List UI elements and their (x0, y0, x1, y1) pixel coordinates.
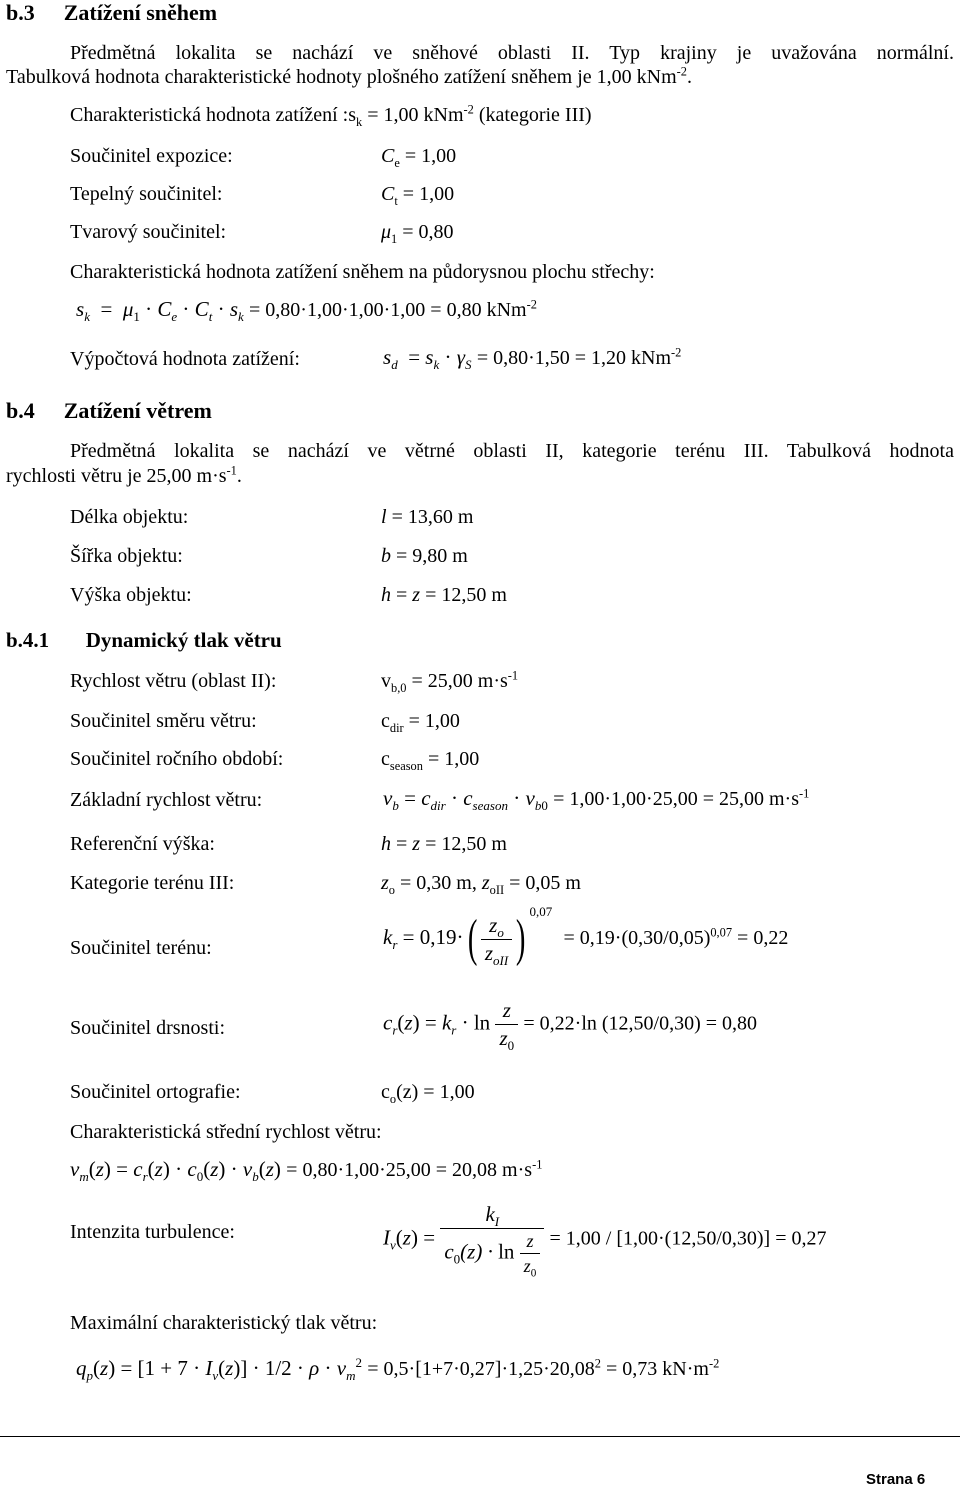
footer-divider (0, 1436, 960, 1437)
roof-load-label: Charakteristická hodnota zatížení sněhem na půdorysnou plochu střechy: (70, 261, 655, 283)
turbulence-label: Intenzita turbulence: (70, 1221, 235, 1243)
section-number: b.3 (6, 0, 35, 25)
basic-speed-label: Základní rychlost větru: (70, 789, 263, 811)
thermal-value: $C_t = 1,00$ (381, 183, 455, 208)
peak-pressure-formula: $q_p(z) = [1 + 7 \cdot I_v(z)] \cdot 1/2 \cdot \rho \cdot v_m^2 = 0,5\cdot[1+7\cdot 0,27]\cdot 1,25\cdot 20,08^2 = 0,73$ $kN\cdot m^{-2}$ (76, 1355, 720, 1384)
design-load-formula: $s_d = s_k \cdot \gamma_S = 0,80\cdot 1,50 = 1,20$ kNm$^{-2}$ (383, 345, 682, 373)
length-label: Délka objektu: (70, 506, 189, 528)
section-title: Dynamický tlak větru (85, 628, 282, 652)
snow-intro-line-1: Předmětná lokalita se nachází ve sněhové oblasti II. Typ krajiny je uvažována normální. (70, 42, 954, 64)
mean-speed-formula: $v_m(z) = c_r(z) \cdot c_0(z) \cdot v_b(z) = 0,80\cdot 1,00\cdot 25,00 = 20,08$ $m\cdot s^{-1}$ (70, 1157, 543, 1185)
exposure-label: Součinitel expozice: (70, 145, 233, 167)
snow-load-formula: $s_k = \mu_1 \cdot C_e \cdot C_t \cdot s_k = 0,80\cdot 1,00\cdot 1,00\cdot 1,00 = 0,80$ kNm$^{-2}$ (76, 297, 537, 325)
terrain-cat-label: Kategorie terénu III: (70, 872, 235, 894)
basic-speed-formula: $v_b = c_{dir} \cdot c_{season} \cdot v_{b0} = 1,00\cdot 1,00\cdot 25,00 = 25,00$ $m\cdot s^{-1}$ (383, 786, 810, 814)
width-value: b = 9,80 m (381, 545, 468, 567)
width-label: Šířka objektu: (70, 545, 183, 567)
orography-label: Součinitel ortografie: (70, 1081, 241, 1103)
terrain-cat-value: $z_o = 0,30$ m, $z_{oII} = 0,05$ m (381, 872, 581, 897)
section-title: Zatížení sněhem (63, 0, 218, 25)
ref-height-label: Referenční výška: (70, 833, 215, 855)
page-number: Strana 6 (866, 1471, 926, 1488)
peak-pressure-label: Maximální charakteristický tlak větru: (70, 1312, 378, 1334)
design-load-label: Výpočtová hodnota zatížení: (70, 348, 300, 370)
season-label: Součinitel ročního období: (70, 748, 284, 770)
orography-value: $c_o(z) = 1,00$ (381, 1081, 475, 1106)
section-heading-wind (6, 400, 212, 422)
ref-height-value: h = z = 12,50 m (381, 833, 507, 855)
snow-intro-line-2: Tabulková hodnota charakteristické hodnoty plošného zatížení sněhem je 1,00 kNm$^{-2}$. (6, 64, 692, 88)
shape-value: $\mu_1 = 0,80$ (381, 221, 454, 246)
wind-intro-line-2: rychlosti větru je 25,00 $m\cdot s^{-1}$. (6, 463, 242, 487)
section-title: Zatížení větrem (63, 398, 212, 423)
height-label: Výška objektu: (70, 584, 192, 606)
turbulence-formula: $I_v(z)$ = $k_I$ $c_0(z) \cdot \ln$ $\frac{z}{z_0}$ = 1,00 / [1,00·(12,50/0,30)] = 0,27 (383, 1202, 827, 1280)
section-heading-pressure (6, 630, 282, 651)
speed-label: Rychlost větru (oblast II): (70, 670, 277, 692)
snow-char-value-row: Charakteristická hodnota zatížení $:s_k = 1,00$ kNm$^{-2}$ (kategorie III) (70, 102, 592, 129)
mean-speed-label: Charakteristická střední rychlost větru: (70, 1121, 382, 1143)
section-heading-snow (6, 2, 217, 24)
direction-value: $c_{dir} = 1,00$ (381, 710, 460, 735)
direction-label: Součinitel směru větru: (70, 710, 257, 732)
section-number: b.4.1 (6, 628, 50, 652)
wind-intro-line-1: Předmětná lokalita se nachází ve větrné oblasti II, kategorie terénu III. Tabulková hodnota (70, 440, 954, 462)
snow-char-label: Charakteristická hodnota zatížení : (70, 104, 349, 126)
thermal-label: Tepelný součinitel: (70, 183, 223, 205)
roughness-formula: $c_r(z) = k_r \cdot \ln$ $\frac{z}{z_0}$ = 0,22·ln (12,50/0,30) = 0,80 (383, 998, 758, 1054)
shape-label: Tvarový součinitel: (70, 221, 227, 243)
season-value: $c_{season} = 1,00$ (381, 748, 480, 773)
speed-value: $v_{b,0} = 25,00$ $m\cdot s^{-1}$ (381, 668, 519, 695)
length-value: l = 13,60 m (381, 506, 474, 528)
section-number: b.4 (6, 398, 35, 423)
terrain-label: Součinitel terénu: (70, 937, 212, 959)
terrain-formula: $k_r = 0,19\cdot$( $\frac{z_o}{z_{oII}}$ ) $^{0,07} = 0,19\cdot(0,30/0,05)^{0,07} = 0,22$ (383, 904, 789, 968)
exposure-value: $C_e = 1,00$ (381, 145, 457, 170)
roughness-label: Součinitel drsnosti: (70, 1017, 225, 1039)
height-value: h = z = 12,50 m (381, 584, 507, 606)
